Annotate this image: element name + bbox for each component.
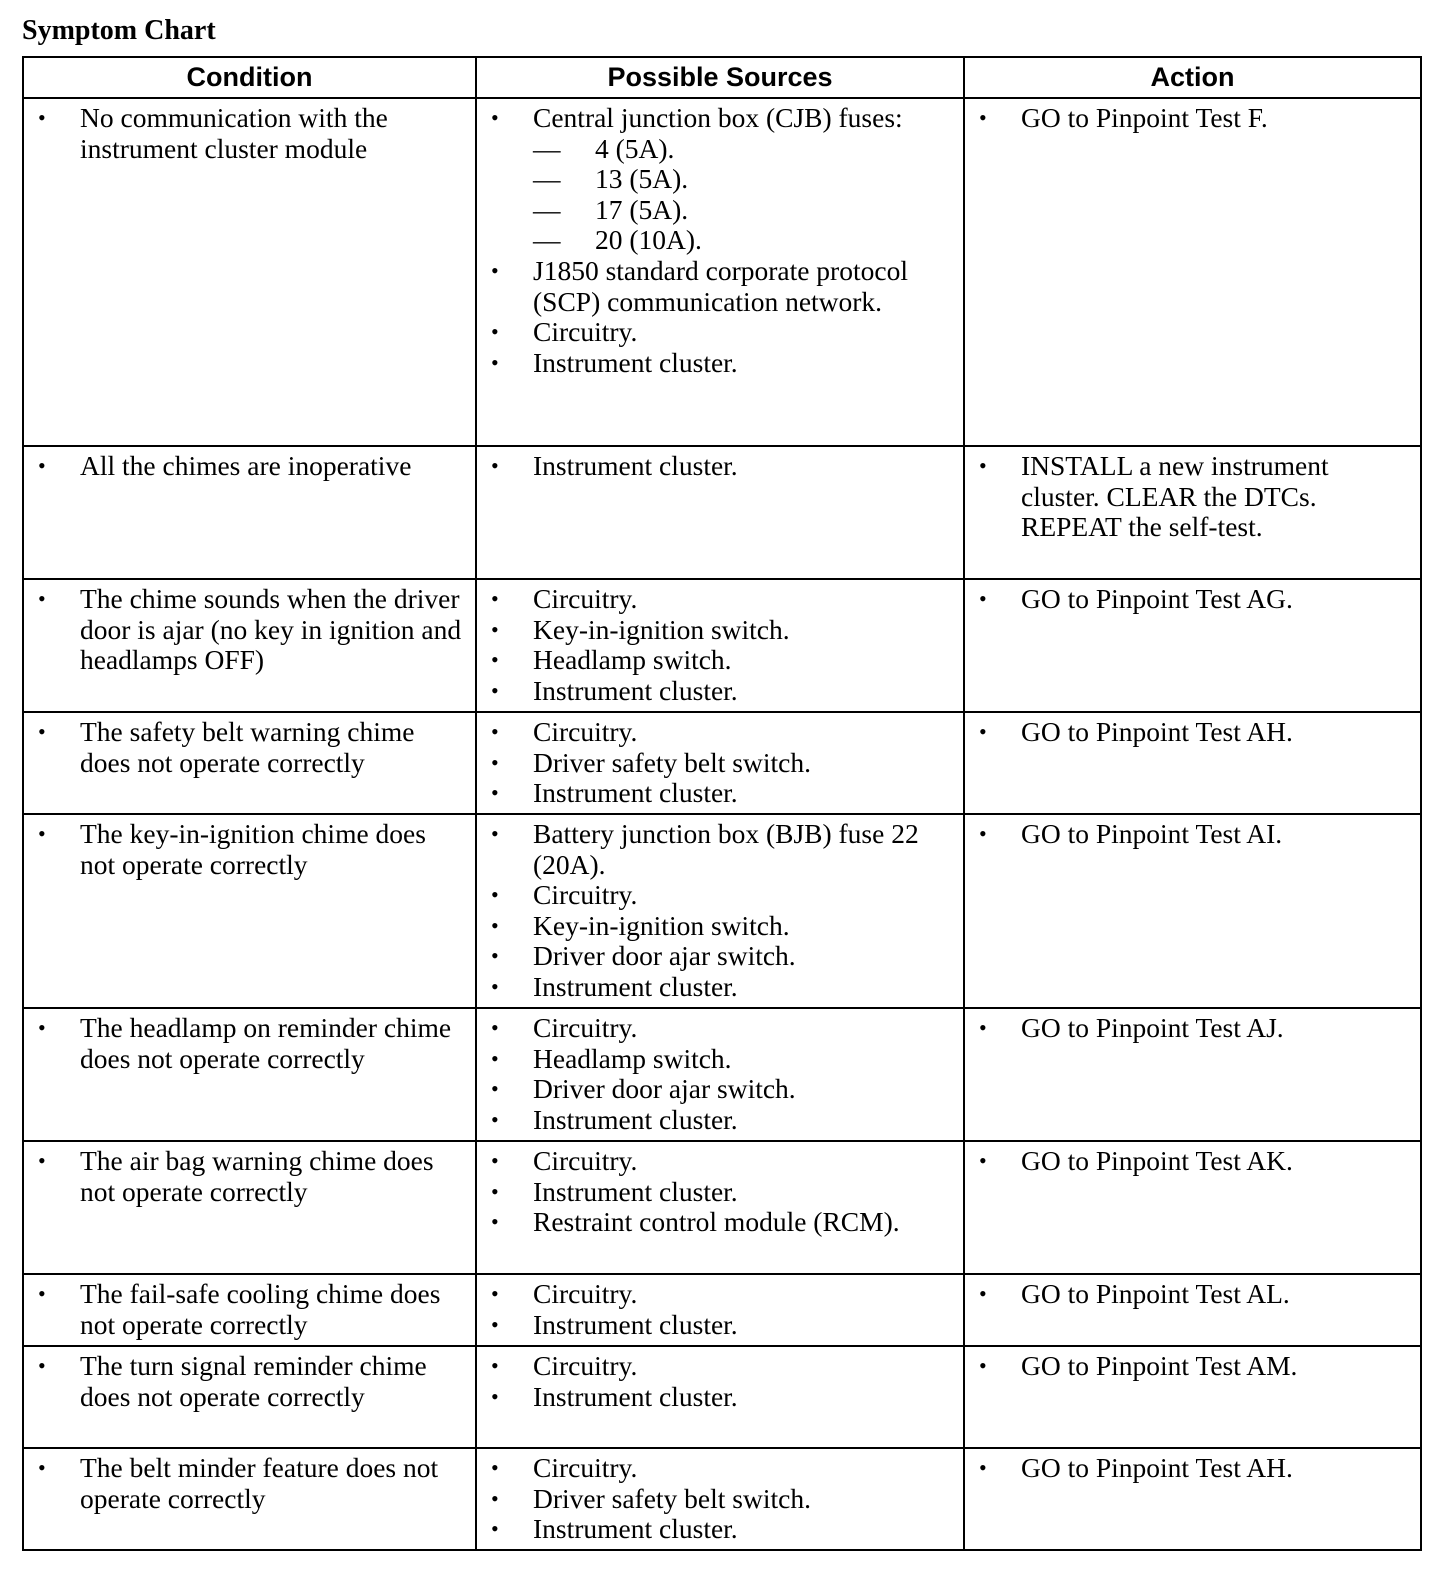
source-item-text: Circuitry. <box>533 316 638 348</box>
bullet-icon: • <box>38 1455 46 1480</box>
fuse-sub-item <box>477 134 963 165</box>
possible-sources-cell <box>476 1346 964 1448</box>
bullet-icon: • <box>491 1076 499 1102</box>
source-item <box>477 1351 963 1382</box>
action-item-text: GO to Pinpoint Test AH. <box>1021 716 1293 747</box>
source-item <box>477 1453 963 1484</box>
source-item <box>477 1074 963 1105</box>
condition-item <box>24 1351 475 1412</box>
condition-item <box>24 717 475 778</box>
condition-item-text: The chime sounds when the driver door is ajar (no key in ignition and headlamps OFF) <box>80 583 462 676</box>
action-item-text: GO to Pinpoint Test F. <box>1021 102 1268 133</box>
source-item <box>477 1044 963 1075</box>
source-item-text: Headlamp switch. <box>533 1042 732 1074</box>
dash-icon: — <box>533 132 561 164</box>
condition-item-text: The fail-safe cooling chime does not operate correctly <box>80 1278 441 1340</box>
source-item <box>477 1514 963 1545</box>
table-row <box>23 579 1421 712</box>
action-item-text: INSTALL a new instrument cluster. CLEAR the DTCs. REPEAT the self-test. <box>1021 450 1329 543</box>
bullet-icon: • <box>38 105 46 130</box>
bullet-icon: • <box>491 1455 499 1480</box>
condition-item-text: The turn signal reminder chime does not operate correctly <box>80 1350 427 1412</box>
action-item <box>965 1146 1420 1177</box>
condition-cell <box>23 1008 476 1141</box>
bullet-icon: • <box>979 719 987 744</box>
bullet-icon: • <box>491 780 499 806</box>
table-row <box>23 446 1421 579</box>
source-item <box>477 103 963 134</box>
source-item-text: Central junction box (CJB) fuses: <box>533 102 903 133</box>
bullet-icon: • <box>491 616 499 642</box>
bullet-icon: • <box>491 586 499 611</box>
action-cell <box>964 1008 1421 1141</box>
source-item <box>477 1279 963 1310</box>
condition-cell <box>23 1141 476 1274</box>
table-row <box>23 814 1421 1008</box>
condition-item-text: The belt minder feature does not operate correctly <box>80 1452 439 1514</box>
source-item-text: J1850 standard corporate protocol (SCP) communication network. <box>533 254 908 317</box>
bullet-icon: • <box>491 1383 499 1409</box>
action-cell <box>964 712 1421 814</box>
bullet-icon: • <box>491 1485 499 1511</box>
source-item-text: Circuitry. <box>533 716 638 747</box>
bullet-icon: • <box>979 105 987 130</box>
source-item <box>477 256 963 317</box>
fuse-sub-item-text: 20 (10A). <box>595 224 702 256</box>
possible-sources-cell <box>476 1448 964 1550</box>
source-item <box>477 348 963 379</box>
page-title: Symptom Chart <box>22 15 216 46</box>
bullet-icon: • <box>491 1178 499 1204</box>
source-item <box>477 717 963 748</box>
bullet-icon: • <box>491 319 499 345</box>
action-cell <box>964 1346 1421 1448</box>
table-row <box>23 98 1421 446</box>
action-item <box>965 1453 1420 1484</box>
source-item <box>477 1484 963 1515</box>
action-item-text: GO to Pinpoint Test AI. <box>1021 818 1283 849</box>
action-cell <box>964 814 1421 1008</box>
condition-item-text: The safety belt warning chime does not operate correctly <box>80 716 415 778</box>
bullet-icon: • <box>491 1311 499 1337</box>
source-item <box>477 451 963 482</box>
source-item-text: Circuitry. <box>533 1452 638 1483</box>
bullet-icon: • <box>491 105 499 130</box>
source-item-text: Driver safety belt switch. <box>533 1482 811 1514</box>
condition-item-text: The headlamp on reminder chime does not operate correctly <box>80 1012 452 1074</box>
bullet-icon: • <box>979 1148 987 1173</box>
bullet-icon: • <box>38 586 46 611</box>
action-item-text: GO to Pinpoint Test AJ. <box>1021 1012 1284 1043</box>
possible-sources-cell <box>476 1008 964 1141</box>
bullet-icon: • <box>979 586 987 611</box>
source-item <box>477 972 963 1003</box>
condition-item <box>24 819 475 880</box>
bullet-icon: • <box>979 1281 987 1306</box>
condition-item <box>24 1146 475 1207</box>
table-row <box>23 1141 1421 1274</box>
action-item-text: GO to Pinpoint Test AH. <box>1021 1452 1293 1483</box>
action-item <box>965 819 1420 850</box>
source-item <box>477 1177 963 1208</box>
action-item <box>965 584 1420 615</box>
bullet-icon: • <box>491 719 499 744</box>
action-cell <box>964 579 1421 712</box>
bullet-icon: • <box>491 1281 499 1306</box>
dash-icon: — <box>533 224 561 256</box>
source-item-text: Instrument cluster. <box>533 1175 738 1207</box>
bullet-icon: • <box>38 1148 46 1173</box>
possible-sources-cell <box>476 814 964 1008</box>
table-body <box>23 98 1421 1550</box>
possible-sources-header: Possible Sources <box>476 57 964 98</box>
source-item-text: Circuitry. <box>533 583 638 614</box>
bullet-icon: • <box>491 1516 499 1542</box>
source-item <box>477 1207 963 1238</box>
fuse-sub-item-text: 17 (5A). <box>595 193 689 225</box>
action-cell <box>964 98 1421 446</box>
table-header-row <box>23 57 1421 98</box>
condition-item <box>24 1453 475 1514</box>
condition-item <box>24 451 475 482</box>
source-item <box>477 1146 963 1177</box>
source-item-text: Instrument cluster. <box>533 1380 738 1412</box>
bullet-icon: • <box>979 453 987 478</box>
fuse-sub-item-text: 4 (5A). <box>595 132 675 164</box>
condition-item-text: The air bag warning chime does not operate correctly <box>80 1145 434 1207</box>
source-item-text: Circuitry. <box>533 1350 638 1381</box>
source-item <box>477 584 963 615</box>
bullet-icon: • <box>38 453 46 478</box>
source-item-text: Driver safety belt switch. <box>533 746 811 778</box>
condition-item-text: No communication with the instrument cluster module <box>80 102 388 164</box>
condition-item <box>24 1279 475 1340</box>
action-cell <box>964 1274 1421 1346</box>
condition-item <box>24 584 475 676</box>
bullet-icon: • <box>979 1353 987 1378</box>
bullet-icon: • <box>491 453 499 478</box>
possible-sources-cell <box>476 1274 964 1346</box>
action-cell <box>964 446 1421 579</box>
action-item-text: GO to Pinpoint Test AM. <box>1021 1350 1298 1381</box>
source-item-text: Instrument cluster. <box>533 970 738 1002</box>
possible-sources-cell <box>476 1141 964 1274</box>
bullet-icon: • <box>491 349 499 375</box>
source-item <box>477 880 963 911</box>
source-item <box>477 941 963 972</box>
source-item <box>477 676 963 707</box>
source-item-text: Instrument cluster. <box>533 674 738 706</box>
condition-item <box>24 103 475 164</box>
condition-cell <box>23 814 476 1008</box>
bullet-icon: • <box>491 257 499 283</box>
action-item <box>965 451 1420 543</box>
source-item <box>477 911 963 942</box>
source-item <box>477 615 963 646</box>
table-row <box>23 1346 1421 1448</box>
bullet-icon: • <box>491 647 499 673</box>
source-item-text: Instrument cluster. <box>533 450 738 481</box>
source-item <box>477 1013 963 1044</box>
condition-cell <box>23 1448 476 1550</box>
bullet-icon: • <box>491 1148 499 1173</box>
condition-item <box>24 1013 475 1074</box>
fuse-sub-item-text: 13 (5A). <box>595 163 689 195</box>
condition-cell <box>23 712 476 814</box>
table-row <box>23 1448 1421 1550</box>
condition-cell <box>23 1274 476 1346</box>
bullet-icon: • <box>38 719 46 744</box>
dash-icon: — <box>533 193 561 225</box>
source-item <box>477 1382 963 1413</box>
bullet-icon: • <box>491 1045 499 1071</box>
source-item-text: Circuitry. <box>533 1278 638 1309</box>
action-item <box>965 103 1420 134</box>
action-item <box>965 1279 1420 1310</box>
possible-sources-cell <box>476 579 964 712</box>
bullet-icon: • <box>38 1015 46 1040</box>
bullet-icon: • <box>491 912 499 938</box>
condition-cell <box>23 579 476 712</box>
bullet-icon: • <box>491 1353 499 1378</box>
bullet-icon: • <box>979 1455 987 1480</box>
action-header: Action <box>964 57 1421 98</box>
source-item <box>477 748 963 779</box>
source-item-text: Driver door ajar switch. <box>533 940 796 972</box>
action-item <box>965 717 1420 748</box>
bullet-icon: • <box>979 821 987 846</box>
source-item <box>477 1105 963 1136</box>
bullet-icon: • <box>491 677 499 703</box>
bullet-icon: • <box>491 1209 499 1235</box>
possible-sources-cell <box>476 712 964 814</box>
bullet-icon: • <box>491 1106 499 1132</box>
source-item <box>477 819 963 880</box>
action-item-text: GO to Pinpoint Test AG. <box>1021 583 1293 614</box>
bullet-icon: • <box>38 1281 46 1306</box>
table-row <box>23 1008 1421 1141</box>
bullet-icon: • <box>491 882 499 908</box>
table-row <box>23 712 1421 814</box>
source-item-text: Circuitry. <box>533 1145 638 1176</box>
source-item-text: Instrument cluster. <box>533 1513 738 1545</box>
action-item-text: GO to Pinpoint Test AL. <box>1021 1278 1290 1309</box>
condition-cell <box>23 1346 476 1448</box>
dash-icon: — <box>533 163 561 195</box>
condition-header: Condition <box>23 57 476 98</box>
possible-sources-cell <box>476 446 964 579</box>
source-item-text: Circuitry. <box>533 1012 638 1043</box>
source-item <box>477 317 963 348</box>
source-item-text: Instrument cluster. <box>533 1103 738 1135</box>
action-cell <box>964 1141 1421 1274</box>
bullet-icon: • <box>979 1015 987 1040</box>
bullet-icon: • <box>491 749 499 775</box>
fuse-sub-item <box>477 195 963 226</box>
bullet-icon: • <box>491 943 499 969</box>
action-item <box>965 1013 1420 1044</box>
bullet-icon: • <box>491 1015 499 1040</box>
source-item-text: Instrument cluster. <box>533 777 738 809</box>
source-item-text: Battery junction box (BJB) fuse 22 (20A). <box>533 818 919 880</box>
action-item <box>965 1351 1420 1382</box>
source-item-text: Instrument cluster. <box>533 346 738 378</box>
bullet-icon: • <box>38 1353 46 1378</box>
source-item <box>477 778 963 809</box>
possible-sources-cell <box>476 98 964 446</box>
condition-item-text: All the chimes are inoperative <box>80 450 412 481</box>
action-cell <box>964 1448 1421 1550</box>
source-item-text: Restraint control module (RCM). <box>533 1206 900 1238</box>
fuse-sub-item <box>477 225 963 256</box>
source-item-text: Key-in-ignition switch. <box>533 909 790 941</box>
source-item-text: Instrument cluster. <box>533 1308 738 1340</box>
fuse-sub-item <box>477 164 963 195</box>
source-item <box>477 1310 963 1341</box>
source-item-text: Headlamp switch. <box>533 644 732 676</box>
source-item-text: Circuitry. <box>533 879 638 911</box>
source-item-text: Driver door ajar switch. <box>533 1073 796 1105</box>
condition-cell <box>23 98 476 446</box>
bullet-icon: • <box>491 973 499 999</box>
source-item-text: Key-in-ignition switch. <box>533 613 790 645</box>
condition-item-text: The key-in-ignition chime does not operate correctly <box>80 818 426 880</box>
table-row <box>23 1274 1421 1346</box>
action-item-text: GO to Pinpoint Test AK. <box>1021 1145 1293 1176</box>
bullet-icon: • <box>38 821 46 846</box>
source-item <box>477 645 963 676</box>
bullet-icon: • <box>491 821 499 846</box>
symptom-chart-table <box>22 56 1422 1551</box>
condition-cell <box>23 446 476 579</box>
